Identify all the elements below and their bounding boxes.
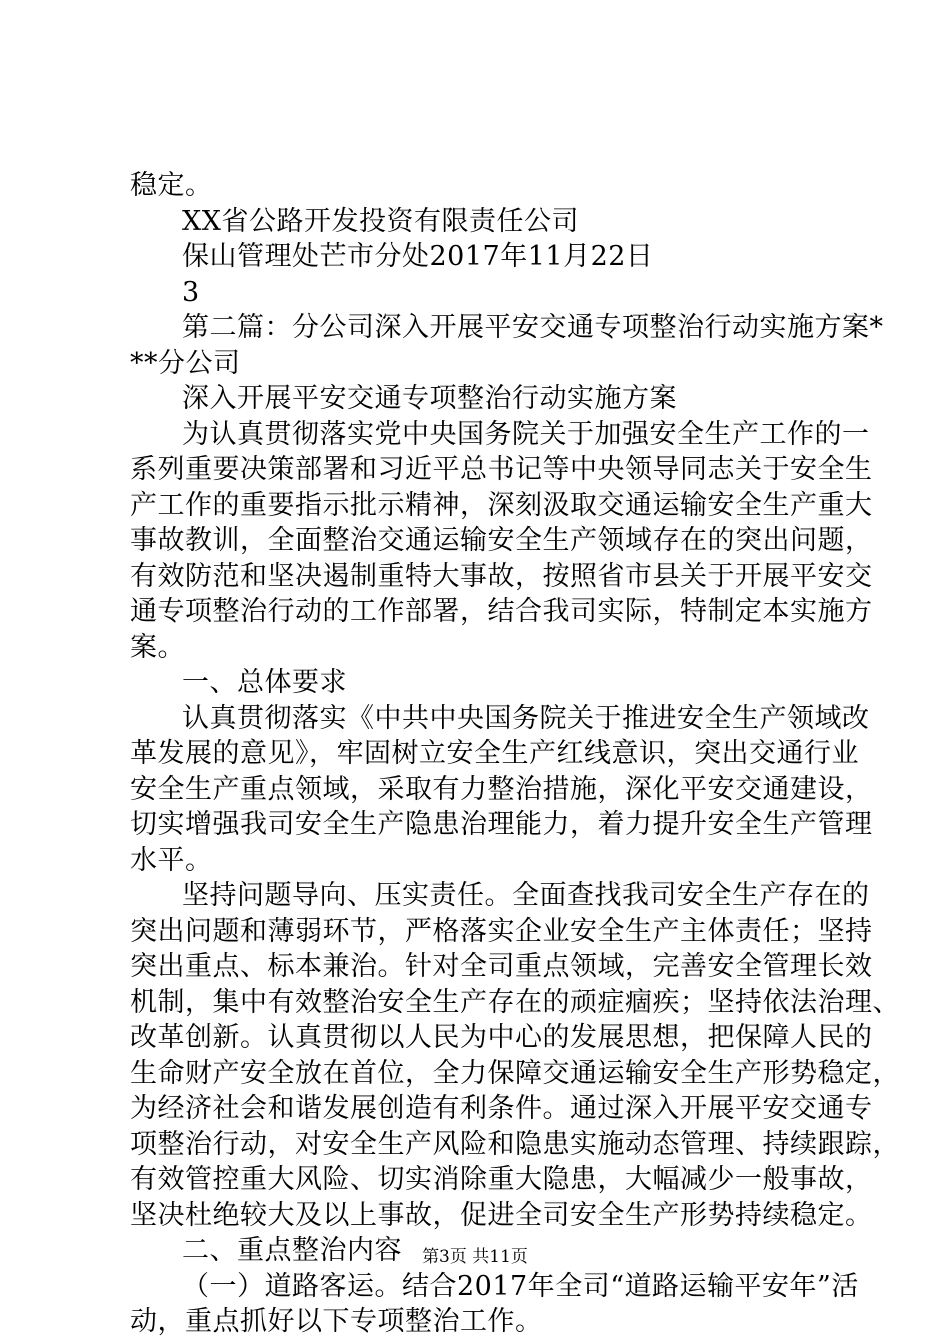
text-line: 突出重点、标本兼治。针对全司重点领域，完善安全管理长效 bbox=[130, 951, 873, 982]
text-line: 切实增强我司安全生产隐患治理能力，着力提升安全生产管理 bbox=[130, 809, 873, 840]
text-line: 坚决杜绝较大及以上事故，促进全司安全生产形势持续稳定。 bbox=[130, 1199, 873, 1231]
text-line: 产工作的重要指示批示精神，深刻汲取交通运输安全生产重大 bbox=[130, 489, 873, 521]
text-line: （一）道路客运。结合2017年全司“道路运输平安年”活 bbox=[182, 1270, 859, 1302]
text-line: 水平。 bbox=[130, 844, 213, 876]
text-line: 项整治行动，对安全生产风险和隐患实施动态管理、持续跟踪， bbox=[130, 1128, 900, 1160]
text-line: 有效防范和坚决遏制重特大事故，按照省市县关于开展平安交 bbox=[130, 560, 873, 592]
text-line: 改革创新。认真贯彻以人民为中心的发展思想，把保障人民的 bbox=[130, 1022, 873, 1053]
text-line: XX省公路开发投资有限责任公司 bbox=[182, 205, 579, 237]
text-line: 认真贯彻落实《中共中央国务院关于推进安全生产领域改 bbox=[182, 702, 870, 734]
text-line: 有效管控重大风险、切实消除重大隐患，大幅减少一般事故， bbox=[130, 1164, 873, 1195]
text-line: 事故教训，全面整治交通运输安全生产领域存在的突出问题， bbox=[130, 525, 873, 556]
section-heading: 二、重点整治内容 bbox=[182, 1235, 402, 1266]
page-footer bbox=[0, 1246, 950, 1268]
text-line: 突出问题和薄弱环节，严格落实企业安全生产主体责任；坚持 bbox=[130, 915, 873, 947]
text-line: 革发展的意见》，牢固树立安全生产红线意识，突出交通行业 bbox=[130, 738, 859, 769]
text-line: 通专项整治行动的工作部署，结合我司实际，特制定本实施方 bbox=[130, 596, 873, 627]
text-line: 系列重要决策部署和习近平总书记等中央领导同志关于安全生 bbox=[130, 454, 873, 485]
text-line: 安全生产重点领域，采取有力整治措施，深化平安交通建设， bbox=[130, 773, 873, 805]
section-heading: 第二篇：分公司深入开展平安交通专项整治行动实施方案* bbox=[182, 312, 884, 343]
text-line: **分公司 bbox=[130, 347, 241, 379]
text-line: 机制，集中有效整治安全生产存在的顽症痼疾；坚持依法治理、 bbox=[130, 986, 900, 1018]
document-body bbox=[130, 168, 900, 1340]
text-line: 为认真贯彻落实党中央国务院关于加强安全生产工作的一 bbox=[182, 418, 870, 450]
text-line: 生命财产安全放在首位，全力保障交通运输安全生产形势稳定， bbox=[130, 1057, 900, 1089]
document-title: 深入开展平安交通专项整治行动实施方案 bbox=[182, 383, 677, 414]
page-number: 第3页 共11页 bbox=[422, 1247, 528, 1267]
text-line: 案。 bbox=[130, 631, 185, 663]
text-line: 动，重点抓好以下专项整治工作。 bbox=[130, 1306, 543, 1337]
text-line: 为经济社会和谐发展创造有利条件。通过深入开展平安交通专 bbox=[130, 1093, 873, 1124]
section-heading: 一、总体要求 bbox=[182, 667, 347, 698]
text-line: 3 bbox=[182, 276, 200, 308]
text-line: 保山管理处芒市分处2017年11月22日 bbox=[182, 241, 654, 272]
text-line: 坚持问题导向、压实责任。全面查找我司安全生产存在的 bbox=[182, 880, 870, 911]
text-line: 稳定。 bbox=[130, 170, 213, 201]
